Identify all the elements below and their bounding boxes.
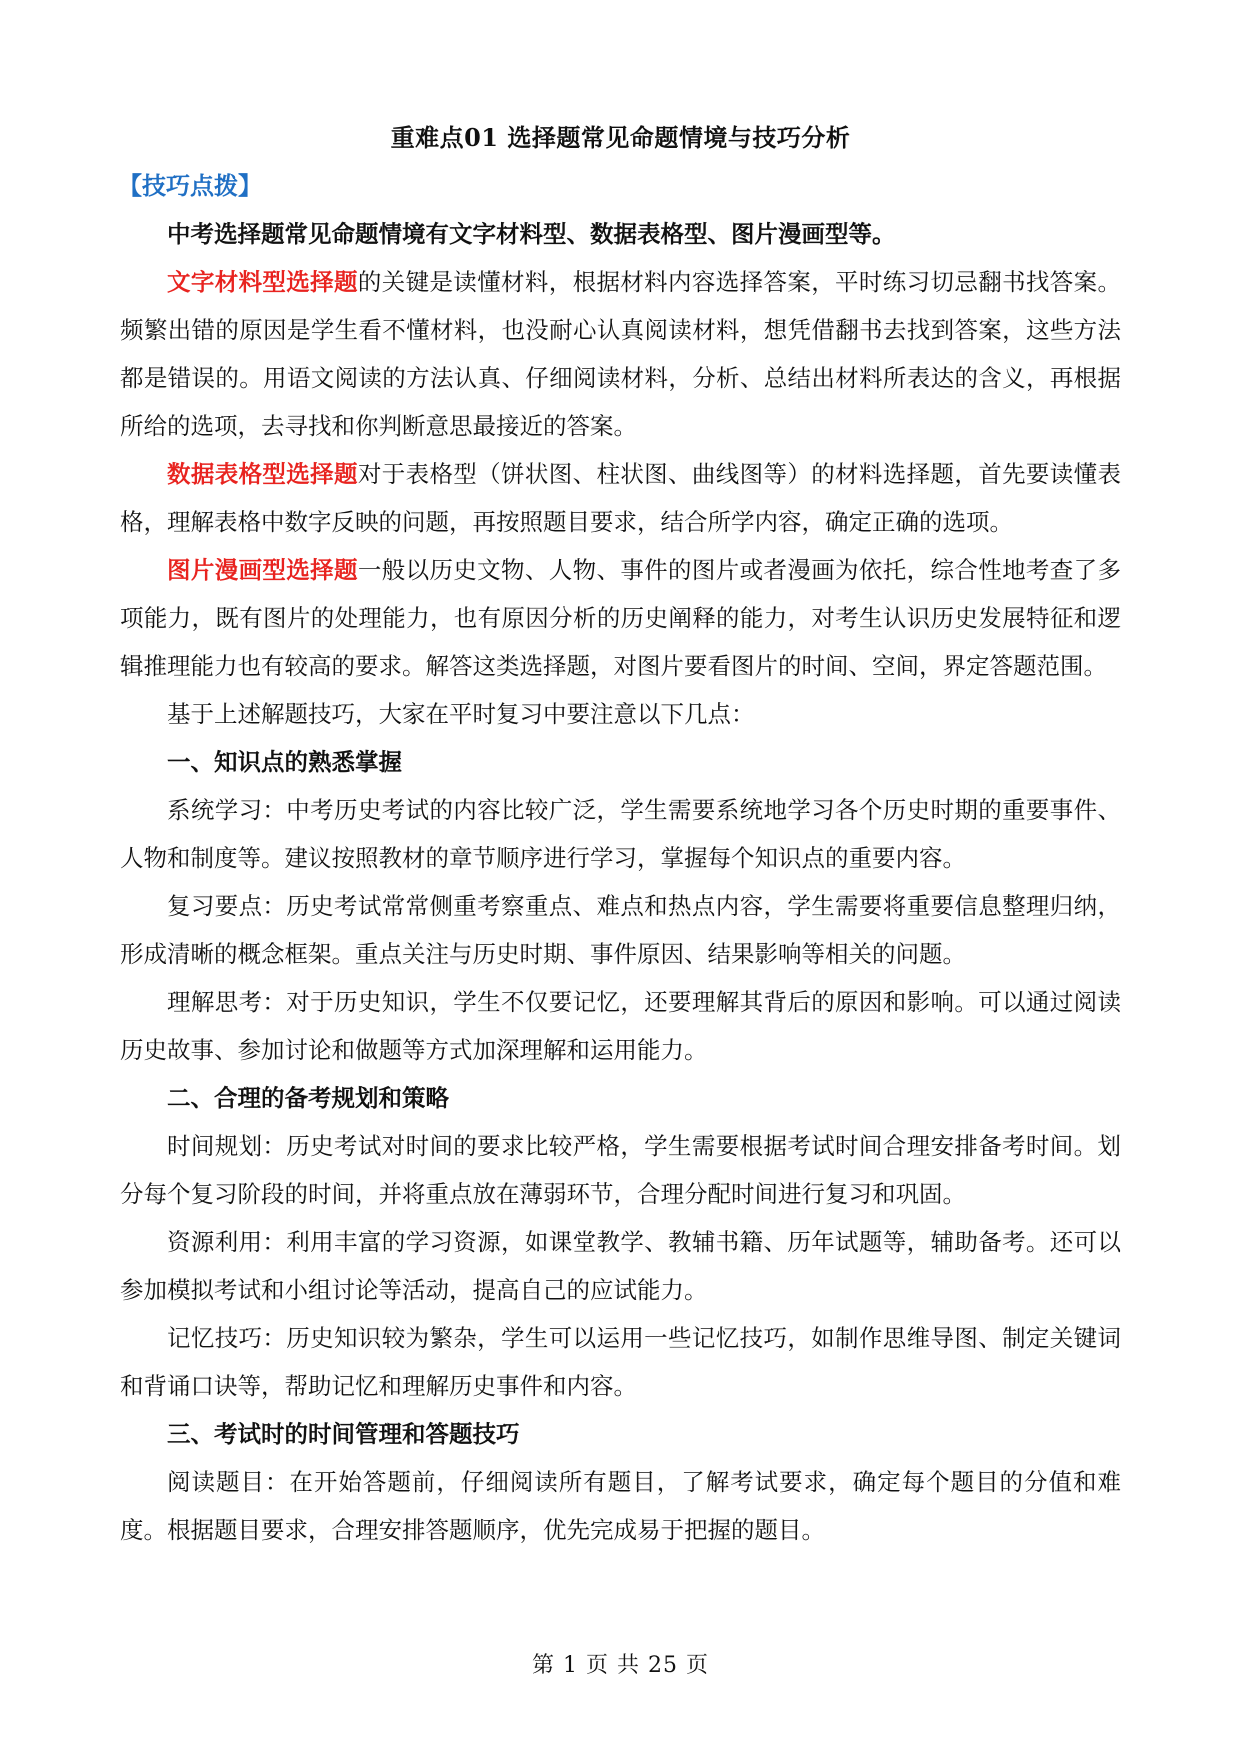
paragraph-data-table (120, 450, 1121, 546)
highlight-picture-cartoon: 图片漫画型选择题 (167, 556, 358, 584)
section-item: 系统学习：中考历史考试的内容比较广泛，学生需要系统地学习各个历史时期的重要事件、人物和制度等。建议按照教材的章节顺序进行学习，掌握每个知识点的重要内容。 (120, 796, 1121, 872)
highlight-text-material: 文字材料型选择题 (167, 268, 358, 296)
paragraph-text-material (120, 258, 1121, 450)
lead-sentence: 中考选择题常见命题情境有文字材料型、数据表格型、图片漫画型等。 (167, 220, 896, 248)
paragraph-picture-cartoon (120, 546, 1121, 690)
section-item: 阅读题目：在开始答题前，仔细阅读所有题目，了解考试要求，确定每个题目的分值和难度。根据题目要求，合理安排答题顺序，优先完成易于把握的题目。 (120, 1468, 1121, 1544)
paragraph-body: 对于表格型（饼状图、柱状图、曲线图等）的材料选择题，首先要读懂表格，理解表格中数字反映的问题，再按照题目要求，结合所学内容，确定正确的选项。 (120, 460, 1122, 536)
section-item: 记忆技巧：历史知识较为繁杂，学生可以运用一些记忆技巧，如制作思维导图、制定关键词和背诵口诀等，帮助记忆和理解历史事件和内容。 (120, 1324, 1121, 1400)
section-item: 理解思考：对于历史知识，学生不仅要记忆，还要理解其背后的原因和影响。可以通过阅读历史故事、参加讨论和做题等方式加深理解和运用能力。 (120, 988, 1121, 1064)
paragraph-body: 的关键是读懂材料，根据材料内容选择答案，平时练习切忌翻书找答案。频繁出错的原因是学生看不懂材料，也没耐心认真阅读材料，想凭借翻书去找到答案，这些方法都是错误的。用语文阅读的方法认真、仔细阅读材料，分析、总结出材料所表达的含义，再根据所给的选项，去寻找和你判断意思最接近的答案。 (120, 268, 1122, 440)
section-heading: 一、知识点的熟悉掌握 (167, 748, 402, 776)
section-heading: 三、考试时的时间管理和答题技巧 (167, 1420, 520, 1448)
section-heading: 二、合理的备考规划和策略 (167, 1084, 449, 1112)
page-footer: 第 1 页 共 25 页 (532, 1653, 709, 1678)
section-item: 资源利用：利用丰富的学习资源，如课堂教学、教辅书籍、历年试题等，辅助备考。还可以参加模拟考试和小组讨论等活动，提高自己的应试能力。 (120, 1228, 1121, 1304)
section-item: 复习要点：历史考试常常侧重考察重点、难点和热点内容，学生需要将重要信息整理归纳，形成清晰的概念框架。重点关注与历史时期、事件原因、结果影响等相关的问题。 (120, 892, 1121, 968)
paragraph-body: 一般以历史文物、人物、事件的图片或者漫画为依托，综合性地考查了多项能力，既有图片的处理能力，也有原因分析的历史阐释的能力，对考生认识历史发展特征和逻辑推理能力也有较高的要求。解答这类选择题，对图片要看图片的时间、空间，界定答题范围。 (120, 556, 1122, 680)
document-title: 重难点01 选择题常见命题情境与技巧分析 (390, 123, 851, 152)
section-tag-paragraph (120, 162, 1121, 210)
document-body (120, 162, 1121, 1554)
highlight-data-table: 数据表格型选择题 (167, 460, 358, 488)
section-tag: 【技巧点拨】 (118, 171, 262, 200)
intro-paragraph: 基于上述解题技巧，大家在平时复习中要注意以下几点： (167, 700, 755, 728)
section-item: 时间规划：历史考试对时间的要求比较严格，学生需要根据考试时间合理安排备考时间。划分每个复习阶段的时间，并将重点放在薄弱环节，合理分配时间进行复习和巩固。 (120, 1132, 1121, 1208)
